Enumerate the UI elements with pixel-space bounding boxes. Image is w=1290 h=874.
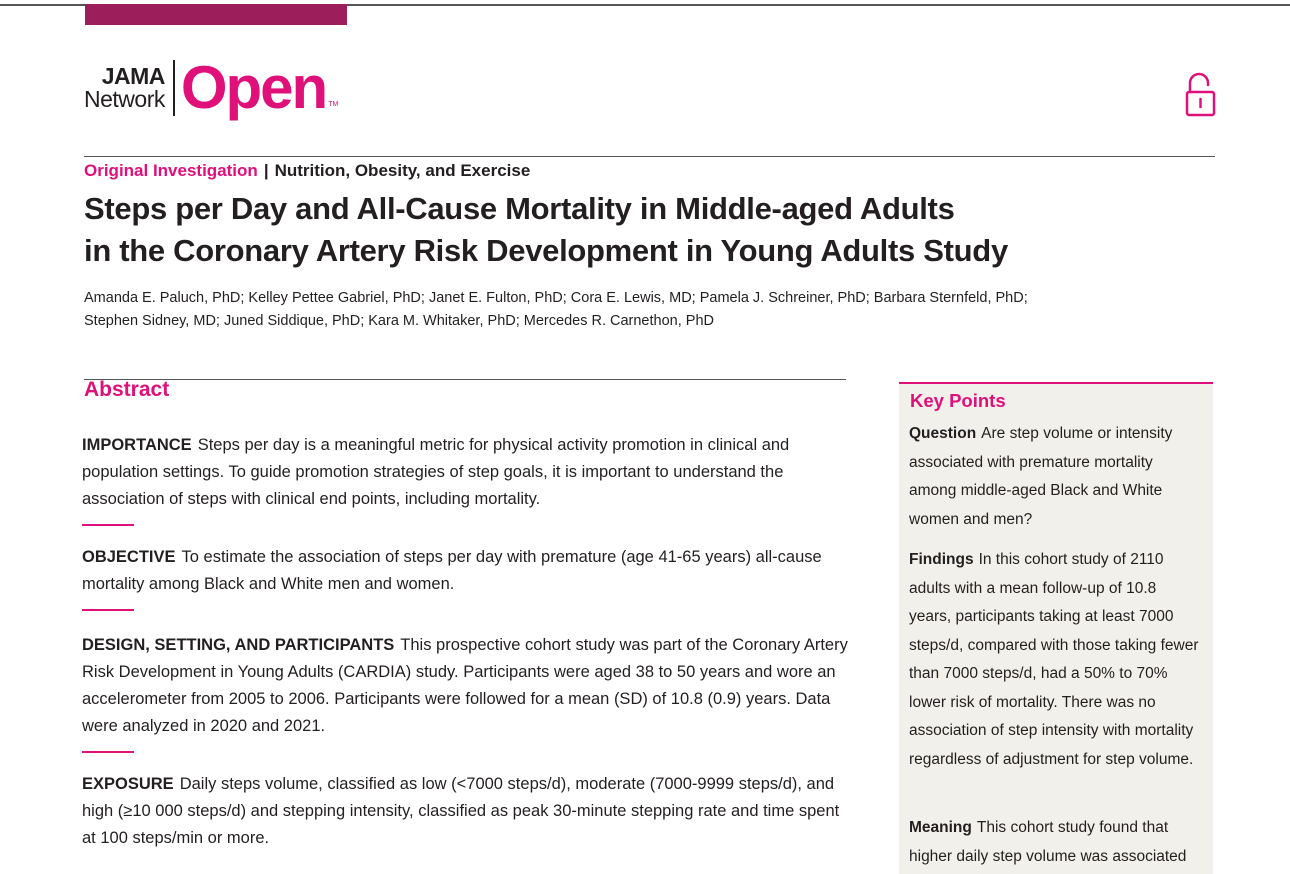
kicker-separator: | — [263, 161, 269, 180]
authors-line-2: Stephen Sidney, MD; Juned Siddique, PhD; Kara M. Whitaker, PhD; Mercedes R. Carnethon, PhD — [84, 313, 714, 329]
authors-line-1: Amanda E. Paluch, PhD; Kelley Pettee Gabriel, PhD; Janet E. Fulton, PhD; Cora E. Lewis, MD; Pamela J. Schreiner, PhD; Barbara Sternfeld, PhD; — [84, 290, 1028, 306]
abstract-rule — [84, 379, 846, 380]
abstract-divider — [82, 751, 134, 753]
abstract-heading: Abstract — [84, 378, 170, 401]
abstract-objective — [82, 544, 852, 598]
title-line-1: Steps per Day and All-Cause Mortality in Middle-aged Adults — [84, 191, 955, 226]
abstract-section-text: Daily steps volume, classified as low (<7000 steps/d), moderate (7000-9999 steps/d), and high (≥10 000 steps/d) and stepping intensity, classified as peak 30-minute stepping rate and time spent at 100 steps/min or more. — [82, 775, 840, 847]
logo-open-text: Open — [180, 54, 327, 121]
key-points-text: In this cohort study of 2110 adults with a mean follow-up of 10.8 years, participants taking at least 7000 steps/d, compared with those taking fewer than 7000 steps/d, had a 50% to 70% lower risk of mortality. There was no association of step intensity with mortality regardless of adjustment for step volume. — [909, 551, 1199, 768]
top-accent-bar — [85, 4, 347, 25]
journal-logo[interactable] — [84, 54, 339, 121]
key-points-findings — [909, 546, 1199, 774]
open-lock-icon — [1182, 72, 1218, 118]
abstract-section-label: DESIGN, SETTING, AND PARTICIPANTS — [82, 636, 395, 654]
abstract-divider — [82, 609, 134, 611]
logo-wordmark-left — [84, 65, 165, 111]
author-list — [84, 287, 1064, 333]
article-title — [84, 188, 1034, 272]
key-points-question — [909, 420, 1199, 534]
abstract-importance — [82, 432, 852, 513]
article-kicker — [84, 161, 530, 181]
key-points-meaning — [909, 814, 1199, 871]
article-type[interactable]: Original Investigation — [84, 161, 258, 180]
title-line-2: in the Coronary Artery Risk Development in Young Adults Study — [84, 233, 1008, 268]
abstract-section-text: To estimate the association of steps per day with premature (age 41-65 years) all-cause mortality among Black and White men and women. — [82, 548, 822, 593]
key-points-label: Question — [909, 425, 977, 442]
logo-trademark: TM — [328, 101, 339, 108]
key-points-text: This cohort study found that higher daily step volume was associated — [909, 819, 1187, 865]
logo-jama-text: JAMA — [101, 63, 165, 89]
abstract-section-text: This prospective cohort study was part of the Coronary Artery Risk Development in Young Adults (CARDIA) study. Participants were aged 38 to 50 years and wore an accelerometer from 2005 to 2006. Participants were followed for a mean (SD) of 10.8 (0.9) years. Data were analyzed in 2020 and 2021. — [82, 636, 848, 735]
logo-divider — [173, 60, 175, 116]
abstract-divider — [82, 524, 134, 526]
key-points-label: Findings — [909, 551, 974, 568]
article-section[interactable]: Nutrition, Obesity, and Exercise — [274, 161, 531, 180]
abstract-section-label: OBJECTIVE — [82, 548, 176, 566]
key-points-label: Meaning — [909, 819, 972, 836]
key-points-text: Are step volume or intensity associated with premature mortality among middle-aged Black and White women and men? — [909, 425, 1173, 528]
abstract-section-text: Steps per day is a meaningful metric for physical activity promotion in clinical and population settings. To guide promotion strategies of step goals, it is important to understand the association of steps with clinical end points, including mortality. — [82, 436, 790, 508]
abstract-section-label: EXPOSURE — [82, 775, 174, 793]
logo-network-text: Network — [84, 86, 165, 112]
header-rule — [84, 156, 1215, 157]
abstract-exposure — [82, 771, 852, 852]
abstract-design — [82, 632, 852, 740]
key-points-heading: Key Points — [910, 390, 1006, 411]
abstract-section-label: IMPORTANCE — [82, 436, 192, 454]
